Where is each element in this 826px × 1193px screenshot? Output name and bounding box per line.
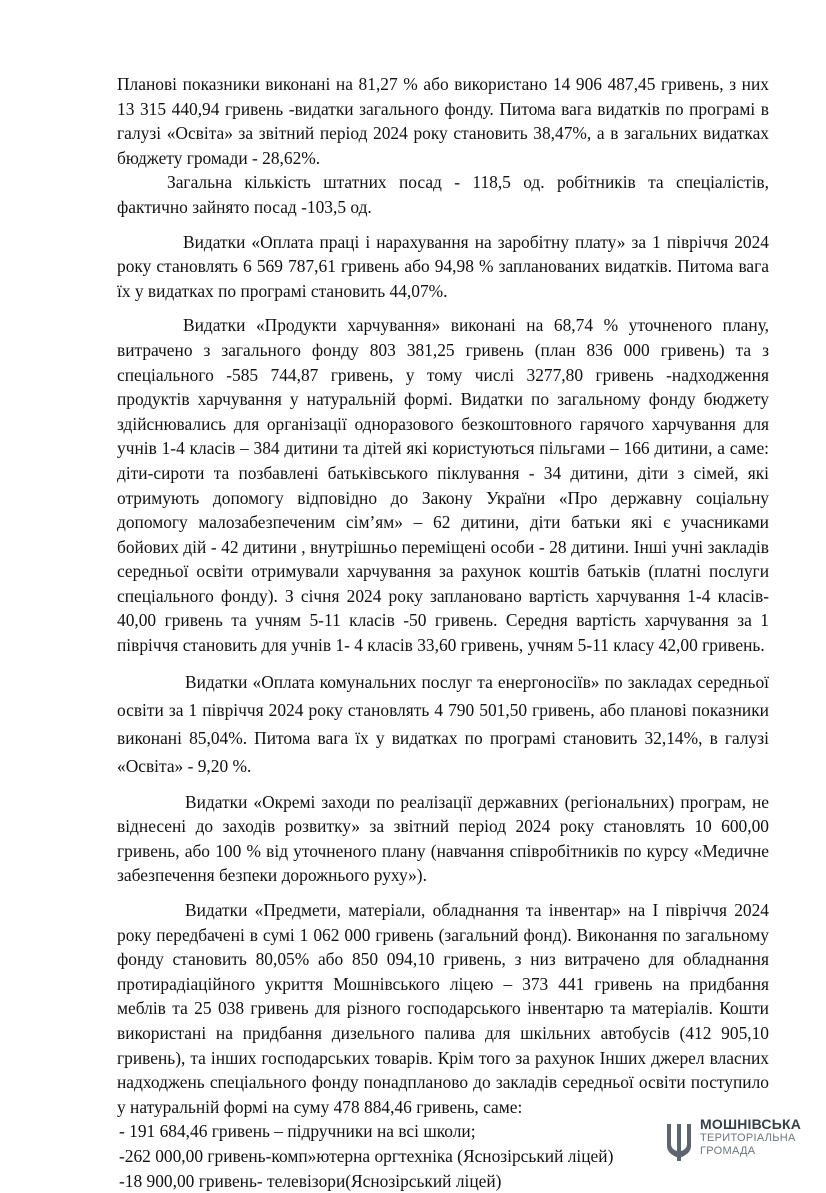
logo-line-1: ТЕРИТОРІАЛЬНА [700,1132,796,1144]
document-body [117,72,769,1193]
paragraph-food: Видатки «Продукти харчування» виконані на 68,74 % уточненого плану, витрачено з загального фонду 803 381,25 гривень (план 836 000 гривень) та з спеціального -585 744,87 гривень, у тому числі 3277,80 гривень -надходження продуктів харчування у натуральній формі. Видатки по загальному фонду бюджету здійснювались для організації одноразового безкоштовного гарячого харчування для учнів 1-4 класів – 384 дитини та дітей які користуються пільгами – 166 дитини, а саме: діти-сироти та позбавлені батьківського піклування - 34 дитини, діти з сімей, які отримують допомогу відповідно до Закону України «Про державну соціальну допомогу малозабезпеченим сім’ям» – 62 дитини, діти батьки які є учасниками бойових дій - 42 дитини , внутрішньо переміщені особи - 28 дитини. Інші учні закладів середньої освіти отримували харчування за рахунок коштів батьків (платні послуги спеціального фонду). З січня 2024 року заплановано вартість харчування 1-4 класів- 40,00 гривень та учням 5-11 класів -50 гривень. Середня вартість харчування за 1 півріччя становить для учнів 1- 4 класів 33,60 гривень, учням 5-11 класу 42,00 гривень. [117,315,769,656]
list-item: - 191 684,46 гривень – підручники на всі школи; [119,1121,476,1142]
paragraph-salary: Видатки «Оплата праці і нарахування на заробітну плату» за 1 півріччя 2024 року становлять 6 569 787,61 гривень або 94,98 % запланованих видатків. Питома вага їх у видатках по програмі становить 44,07%. [117,231,769,301]
paragraph-staff-count: Загальна кількість штатних посад - 118,5 од. робітників та спеціалістів, фактично зайнято посад -103,5 од. [117,172,769,217]
paragraph-utilities: Видатки «Оплата комунальних послуг та енергоносіїв» по закладах середньої освіти за 1 півріччя 2024 року становлять 4 790 501,50 гривень, або планові показники виконані 85,04%. Питома вага їх у видатках по програмі становить 32,14%, в галузі «Освіта» - 9,20 %. [117,671,769,776]
logo-line-2: ГРОМАДА [700,1144,756,1157]
paragraph-equipment: Видатки «Предмети, матеріали, обладнання та інвентар» на І півріччя 2024 року передбачені в сумі 1 062 000 гривень (загальний фонд). Виконання по загальному фонду становить 80,05% або 850 094,10 гривень, з низ витрачено для обладнання протирадіаційного укриття Мошнівського ліцею – 373 441 гривень на придбання меблів та 25 038 гривень для різного господарського інвентарю та матеріалів. Кошти використані на придбання дизельного палива для шкільних автобусів (412 905,10 гривень), та інших господарських товарів. Крім того за рахунок Інших джерел власних надходжень спеціального фонду понадпланово до закладів середньої освіти поступило у натуральній формі на суму 478 884,46 гривень, саме: [117,900,769,1117]
trident-icon [664,1120,694,1162]
logo-title: МОШНІВСЬКА [700,1116,802,1132]
list-item: -18 900,00 гривень- телевізори(Яснозірський ліцей) [119,1170,502,1191]
community-logo [664,1116,814,1166]
paragraph-plan-indicators: Планові показники виконані на 81,27 % або використано 14 906 487,45 гривень, з них 13 315 440,94 гривень -видатки загального фонду. Питома вага видатків по програмі в галузі «Освіта» за звітний період 2024 року становить 38,47%, а в загальних видатках бюджету громади - 28,62%. [117,74,769,168]
paragraph-programs: Видатки «Окремі заходи по реалізації державних (регіональних) програм, не віднесені до заходів розвитку» за звітний період 2024 року становлять 10 600,00 гривень, або 100 % від уточненого плану (навчання співробітників по курсу «Медичне забезпечення безпеки дорожнього руху»). [117,791,769,886]
list-item: -262 000,00 гривень-комп»ютерна оргтехніка (Яснозірський ліцей) [119,1145,614,1166]
